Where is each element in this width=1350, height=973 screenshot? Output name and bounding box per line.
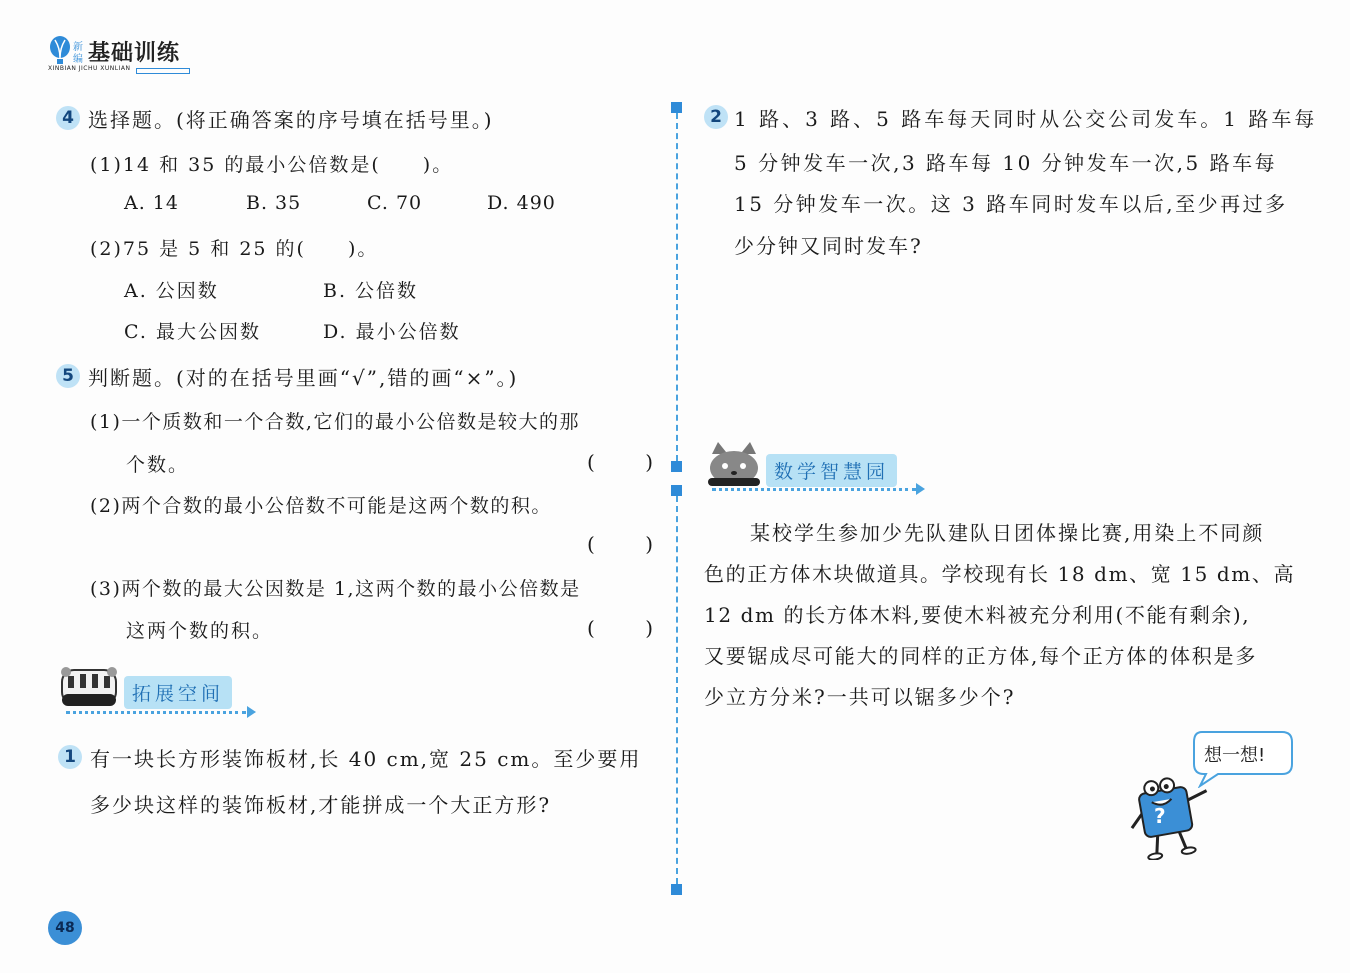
logo-xin: 新	[73, 42, 83, 53]
logo-pinyin: XINBIAN JICHU XUNLIAN	[48, 65, 131, 72]
q5-title: 判断题。(对的在括号里画“√”,错的画“×”。)	[88, 366, 519, 390]
q4-part1-option-d: D. 490	[487, 192, 556, 214]
q4-part2-option-c: C. 最大公因数	[124, 321, 261, 343]
q5-item2-line1: (2)两个合数的最小公倍数不可能是这两个数的积。	[90, 495, 552, 517]
balloon-icon	[48, 36, 72, 66]
q4-title: 选择题。(将正确答案的序号填在括号里。)	[88, 108, 494, 132]
q5-number-badge: 5	[56, 364, 80, 388]
wisdom-dotted-line	[712, 488, 916, 491]
ext-q1-number-badge: 1	[58, 745, 82, 769]
column-divider-lower	[676, 496, 678, 884]
logo-underline	[136, 68, 190, 74]
q4-part2-option-d: D. 最小公倍数	[323, 321, 461, 343]
column-divider-upper	[676, 113, 678, 461]
q4-number-badge: 4	[56, 106, 80, 130]
q2-line2: 5 分钟发车一次,3 路车每 10 分钟发车一次,5 路车每	[734, 151, 1278, 175]
thought-bubble-text: 想一想!	[1204, 745, 1266, 766]
extension-dotted-line	[66, 711, 246, 714]
q4-part2-stem: (2)75 是 5 和 25 的( )。	[90, 238, 379, 260]
divider-square-mid1	[671, 461, 682, 472]
logo-bian: 编	[73, 54, 83, 65]
question-mascot-icon	[1126, 774, 1218, 860]
extension-section-title: 拓展空间	[124, 676, 232, 709]
header-logo	[46, 34, 196, 76]
mascot-question-mark: ?	[1154, 804, 1166, 828]
page-number-badge: 48	[48, 911, 82, 945]
ext-q1-line2: 多少块这样的装饰板材,才能拼成一个大正方形?	[90, 793, 552, 817]
extension-arrow-icon	[247, 706, 256, 718]
q5-item2-answer-paren[interactable]: ( )	[587, 532, 653, 556]
wisdom-line4: 又要锯成尽可能大的同样的正方体,每个正方体的体积是多	[704, 644, 1258, 668]
ext-q1-line1: 有一块长方形装饰板材,长 40 cm,宽 25 cm。至少要用	[90, 747, 642, 771]
q4-part1-option-c: C. 70	[367, 192, 423, 214]
cat-mascot-icon	[706, 440, 762, 488]
divider-square-top	[671, 102, 682, 113]
divider-square-mid2	[671, 485, 682, 496]
q2-line1: 1 路、3 路、5 路车每天同时从公交公司发车。1 路车每	[734, 107, 1318, 131]
q4-part2-option-b: B. 公倍数	[323, 280, 419, 302]
q2-line3: 15 分钟发车一次。这 3 路车同时发车以后,至少再过多	[734, 192, 1288, 216]
q2-line4: 少分钟又同时发车?	[734, 234, 923, 258]
q5-item1-line2: 个数。	[126, 454, 190, 476]
wisdom-line1: 某校学生参加少先队建队日团体操比赛,用染上不同颜	[750, 521, 1265, 545]
q4-part1-option-a: A. 14	[124, 192, 179, 214]
wisdom-line5: 少立方分米?一共可以锯多少个?	[704, 685, 1016, 709]
logo-title: 基础训练	[88, 41, 181, 66]
wisdom-line3: 12 dm 的长方体木料,要使木料被充分利用(不能有剩余),	[704, 603, 1251, 627]
q4-part2-option-a: A. 公因数	[124, 280, 219, 302]
q5-item3-line2: 这两个数的积。	[126, 620, 274, 642]
q5-item1-answer-paren[interactable]: ( )	[587, 450, 653, 474]
zebra-mascot-icon	[58, 664, 122, 710]
q5-item3-answer-paren[interactable]: ( )	[587, 616, 653, 640]
q4-part1-stem: (1)14 和 35 的最小公倍数是( )。	[90, 154, 454, 176]
q2-number-badge: 2	[704, 105, 728, 129]
wisdom-line2: 色的正方体木块做道具。学校现有长 18 dm、宽 15 dm、高	[704, 562, 1296, 586]
wisdom-arrow-icon	[916, 483, 925, 495]
divider-square-bottom	[671, 884, 682, 895]
wisdom-section-title: 数学智慧园	[766, 454, 897, 487]
q5-item1-line1: (1)一个质数和一个合数,它们的最小公倍数是较大的那	[90, 411, 580, 433]
q4-part1-option-b: B. 35	[246, 192, 302, 214]
q5-item3-line1: (3)两个数的最大公因数是 1,这两个数的最小公倍数是	[90, 578, 581, 600]
